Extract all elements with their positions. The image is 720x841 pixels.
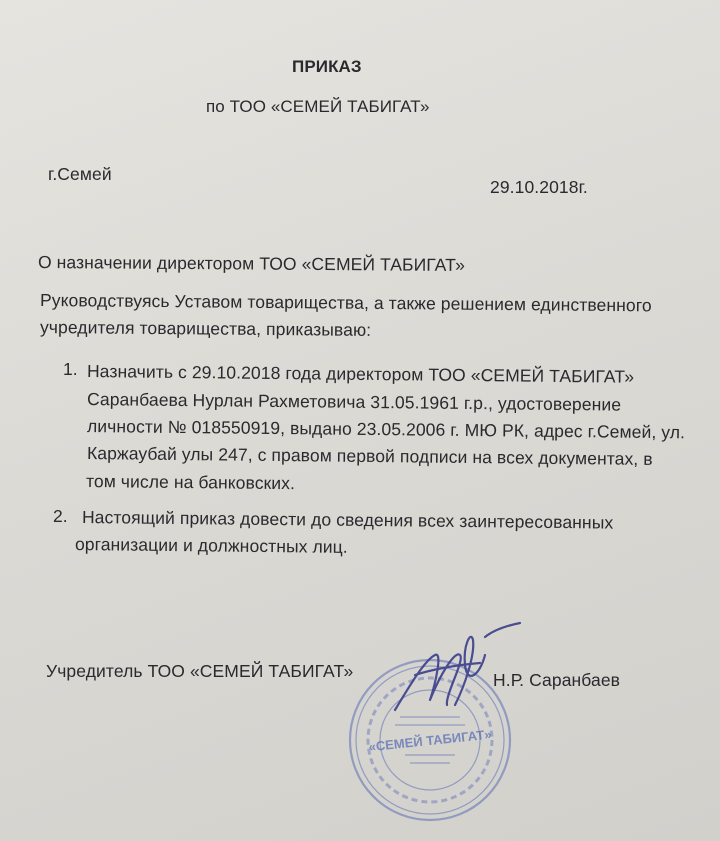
item-line: Настоящий приказ довести до сведения всех заинтересованных: [81, 507, 614, 533]
item-line: Назначить с 29.10.2018 года директором ТОО «СЕМЕЙ ТАБИГАТ»: [86, 361, 635, 387]
document-title: ПРИКАЗ: [292, 57, 362, 76]
handwritten-signature: [385, 615, 525, 725]
item-line: Каржаубай улы 247, с правом первой подписи на всех документах, в: [86, 443, 653, 469]
document-date: 29.10.2018г.: [490, 177, 588, 197]
document-subject: О назначении директором ТОО «СЕМЕЙ ТАБИГАТ»: [37, 252, 466, 275]
item-line: личности № 018550919, выдано 23.05.2006 г. МЮ РК, адрес г.Семей, ул.: [86, 416, 686, 443]
item-line: Саранбаева Нурлан Рахметовича 31.05.1961 г.р., удостоверение: [86, 389, 622, 415]
preamble-line: Руководствуясь Уставом товарищества, а также решением единственного: [39, 290, 652, 316]
document-subtitle: по ТОО «СЕМЕЙ ТАБИГАТ»: [206, 97, 430, 116]
signature-label: Учредитель ТОО «СЕМЕЙ ТАБИГАТ»: [46, 661, 354, 681]
item-line: том числе на банковских.: [85, 471, 296, 494]
item-line: организации и должностных лиц.: [74, 534, 348, 557]
stamp-text: «СЕМЕЙ ТАБИГАТ»: [367, 726, 493, 755]
signatory-name: Н.Р. Саранбаев: [493, 670, 621, 690]
item-number: 2.: [53, 506, 68, 526]
preamble-line: учредителя товарищества, приказываю:: [39, 317, 372, 340]
document-city: г.Семей: [48, 164, 112, 184]
item-number: 1.: [63, 359, 78, 379]
